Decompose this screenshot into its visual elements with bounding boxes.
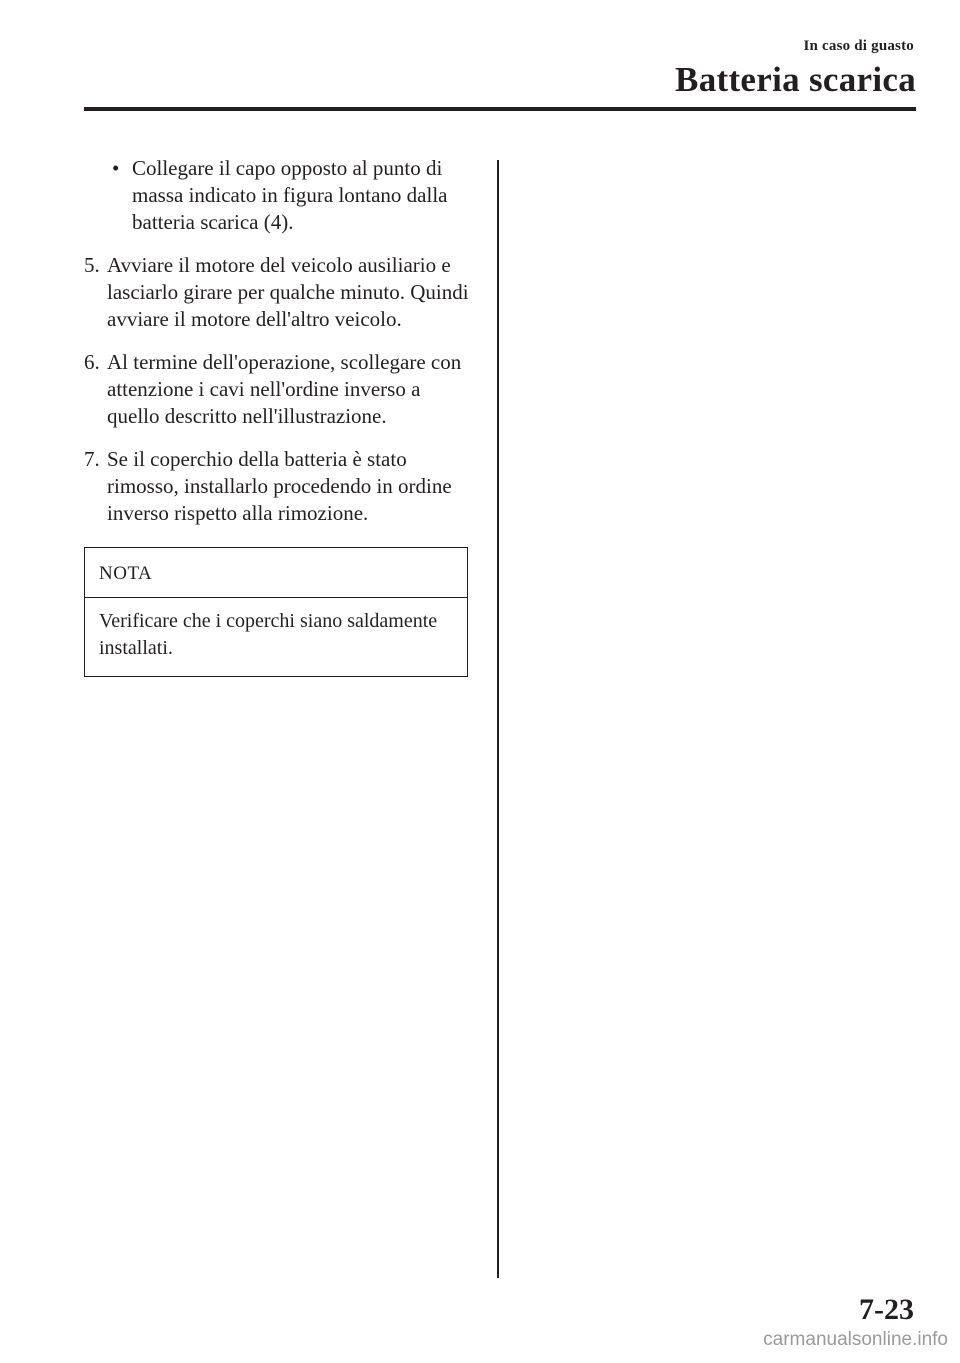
header-rule [84, 107, 916, 111]
step-6 [84, 349, 470, 430]
note-title: NOTA [85, 548, 467, 598]
step-number: 7. [84, 447, 100, 471]
bullet-icon: • [112, 156, 120, 180]
note-text: Verificare che i coperchi siano saldamente installati. [99, 610, 438, 659]
step-number: 5. [84, 253, 100, 277]
bullet-text: Collegare il capo opposto al punto di massa indicato in figura lontano dalla batteria scarica (4). [132, 156, 448, 234]
page-number: 7-23 [859, 1293, 914, 1326]
column-divider [497, 160, 499, 1278]
section-label: In caso di guasto [803, 38, 914, 54]
step-5 [84, 252, 470, 333]
step-text: Avviare il motore del veicolo ausiliario e lasciarlo girare per qualche minuto. Quindi avviare il motore dell'altro veicolo. [107, 253, 469, 331]
step-7 [84, 446, 470, 527]
watermark: carmanualsonline.info [763, 1329, 948, 1350]
note-box [84, 547, 468, 677]
step-number: 6. [84, 350, 100, 374]
step-text: Al termine dell'operazione, scollegare con attenzione i cavi nell'ordine inverso a quello descritto nell'illustrazione. [107, 350, 462, 428]
left-column [84, 155, 470, 677]
page-title: Batteria scarica [675, 60, 916, 99]
bullet-item [84, 155, 470, 236]
step-text: Se il coperchio della batteria è stato rimosso, installarlo procedendo in ordine inverso rispetto alla rimozione. [107, 447, 452, 525]
